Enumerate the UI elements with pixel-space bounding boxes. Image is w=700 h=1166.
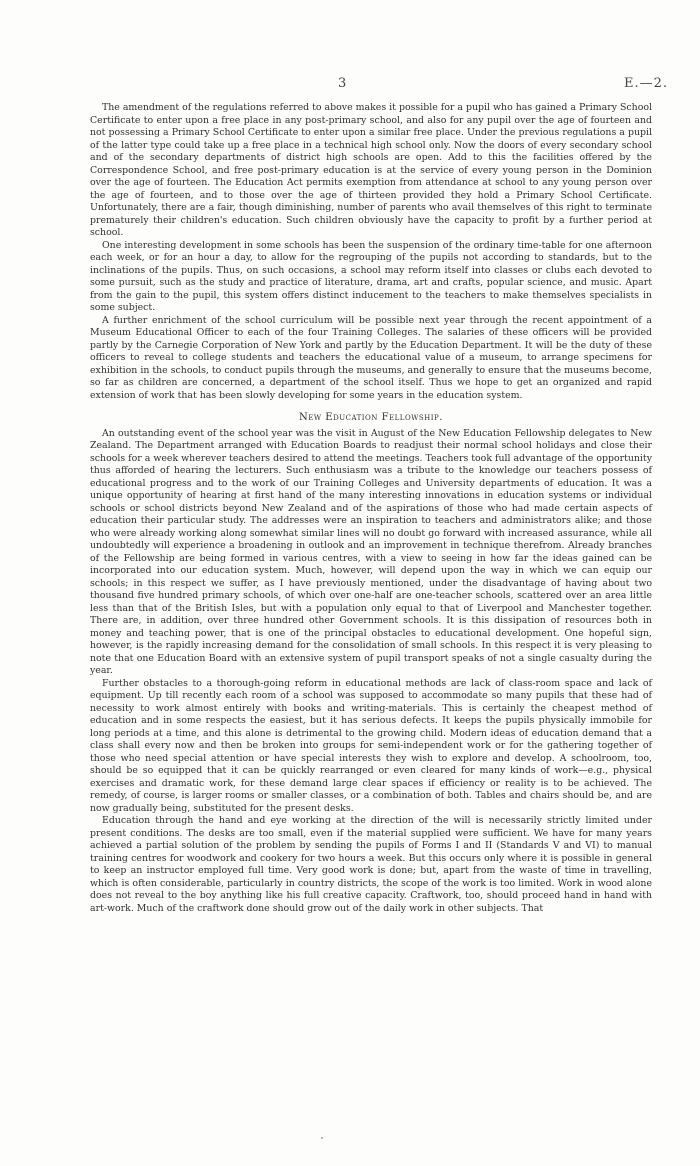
section-heading: New Education Fellowship. <box>299 412 443 423</box>
paragraph: A further enrichment of the school curriculum will be possible next year through the recent appointment of a Museum Educational Officer to each of the four Training Colleges. The salaries of these officers will be provided partly by the Carnegie Corporation of New York and partly by the Education Department. It will be the duty of these officers to reveal to college students and teachers the educational value of a museum, to arrange specimens for exhibition in the schools, to conduct pupils through the museums, and generally to ensure that the museums become, so far as children are concerned, a department of the school itself. Thus we hope to get an organized and rapid extension of work that has been slowly developing for some years in the education system. <box>90 314 652 401</box>
paragraph: Further obstacles to a thorough-going reform in educational methods are lack of class-room space and lack of equipment. Up till recently each room of a school was supposed to accommodate so many pupils that these had of necessity to work almost entirely with books and writing-materials. This is certainly the cheapest method of education and in some respects the easiest, but it has serious defects. It keeps the pupils physically immobile for long periods at a time, and this alone is detrimental to the growing child. Modern ideas of education demand that a class shall every now and then be broken into groups for semi-independent work or for the gathering together of those who need special attention or have special interests they wish to explore and develop. A schoolroom, too, should be so equipped that it can be quickly rearranged or even cleared for many kinds of work—e.g., physical exercises and dramatic work, for these demand large clear spaces if efficiency or reality is to be achieved. The remedy, of course, is larger rooms or smaller classes, or a combination of both. Tables and chairs should be, and are now gradually being, substituted for the present desks. <box>90 677 652 814</box>
document-body <box>90 102 652 915</box>
page-number: 3 <box>338 76 347 91</box>
paragraph: An outstanding event of the school year was the visit in August of the New Education Fellowship delegates to New Zealand. The Department arranged with Education Boards to readjust their normal school holidays and close their schools for a week wherever teachers desired to attend the meetings. Teachers took full advantage of the opportunity thus afforded of hearing the lecturers. Such enthusiasm was a tribute to the knowledge our teachers possess of educational progress and to the work of our Training Colleges and University departments of education. It was a unique opportunity of hearing at first hand of the many interesting innovations in education systems or individual schools or school districts beyond New Zealand and of the aspirations of those who had made certain aspects of education their particular study. The addresses were an inspiration to teachers and administrators alike; and those who were already working along somewhat similar lines will no doubt go forward with increased assurance, while all undoubtedly will experience a broadening in outlook and an improvement in technique therefrom. Already branches of the Fellowship are being formed in various centres, with a view to seeing in how far the ideas gained can be incorporated into our education system. Much, however, will depend upon the way in which we can equip our schools; in this respect we suffer, as I have previously mentioned, under the disadvantage of having about two thousand five hundred primary schools, of which over one-half are one-teacher schools, scattered over an area little less than that of the British Isles, but with a population only equal to that of Liverpool and Manchester together. There are, in addition, over three hundred other Government schools. It is this dissipation of resources both in money and teaching power, that is one of the principal obstacles to educational development. One hopeful sign, however, is the rapidly increasing demand for the consolidation of small schools. In this respect it is very pleasing to note that one Education Board with an extensive system of pupil transport speaks of not a single casualty during the year. <box>90 427 652 676</box>
paragraph: Education through the hand and eye working at the direction of the will is necessarily strictly limited under present conditions. The desks are too small, even if the material supplied were sufficient. We have for many years achieved a partial solution of the problem by sending the pupils of Forms I and II (Standards V and VI) to manual training centres for woodwork and cookery for two hours a week. But this occurs only where it is possible in general to keep an instructor employed full time. Very good work is done; but, apart from the waste of time in travelling, which is often considerable, particularly in country districts, the scope of the work is too limited. Work in wood alone does not reveal to the boy anything like his full creative capacity. Craftwork, too, should proceed hand in hand with art-work. Much of the craftwork done should grow out of the daily work in other subjects. That <box>90 815 652 914</box>
page-header <box>0 76 700 96</box>
print-mark <box>321 1137 323 1139</box>
document-reference: E.—2. <box>624 76 669 91</box>
paragraph: The amendment of the regulations referred to above makes it possible for a pupil who has gained a Primary School Certificate to enter upon a free place in any post-primary school, and also for any pupil over the age of fourteen and not possessing a Primary School Certificate to enter upon a similar free place. Under the previous regulations a pupil of the latter type could take up a free place in a technical high school only. Now the doors of every secondary school and of the secondary departments of district high schools are open. Add to this the facilities offered by the Correspondence School, and free post-primary education is at the service of every young person in the Dominion over the age of fourteen. The Education Act permits exemption from attendance at school to any young person over the age of fourteen, and to those over the age of thirteen provided they hold a Primary School Certificate. Unfortunately, there are a fair, though diminishing, number of parents who avail themselves of this right to terminate prematurely their children's education. Such children obviously have the capacity to profit by a further period at school. <box>90 102 652 238</box>
paragraph: One interesting development in some schools has been the suspension of the ordinary time-table for one afternoon each week, or for an hour a day, to allow for the regrouping of the pupils not according to standards, but to the inclinations of the pupils. Thus, on such occasions, a school may reform itself into classes or clubs each devoted to some pursuit, such as the study and practice of literature, drama, art and crafts, popular science, and music. Apart from the gain to the pupil, this system offers distinct inducement to the teachers to make themselves specialists in some subject. <box>90 239 652 313</box>
